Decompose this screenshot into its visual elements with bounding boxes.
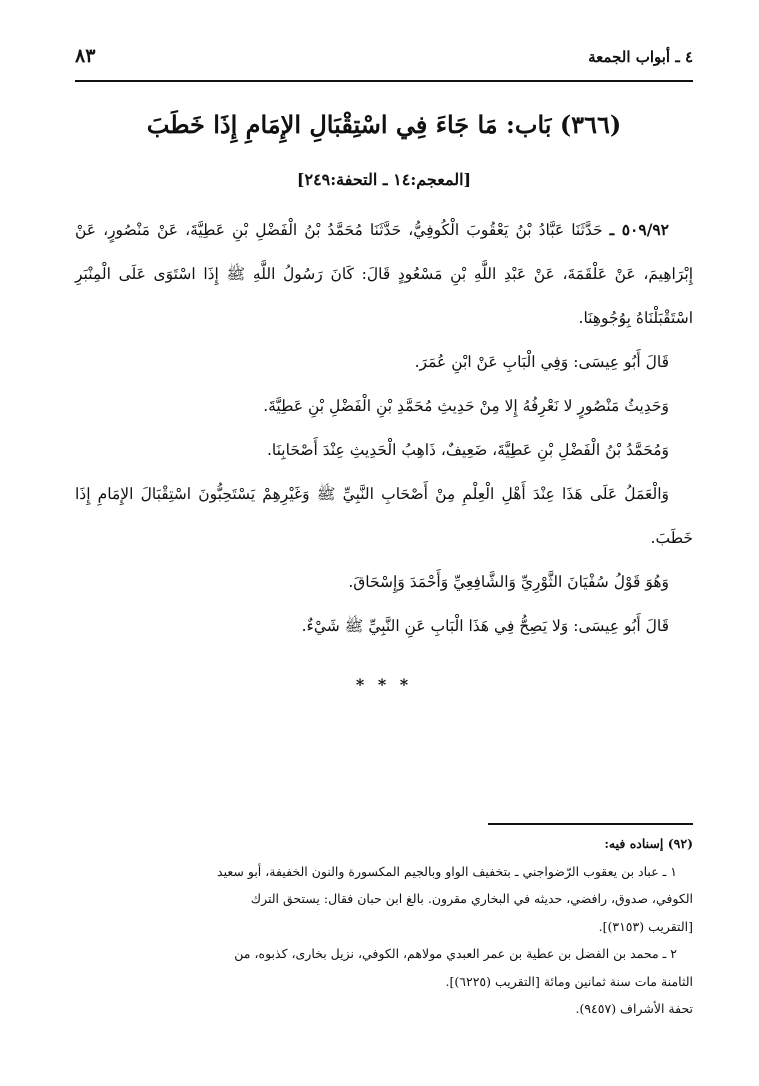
footnote-item-1-line-2: الكوفي، صدوق، رافضي، حديثه في البخاري مقرون. بالغ ابن حبان فقال: يستحق الترك [250, 891, 693, 906]
commentary-paragraph-6: قَالَ أَبُو عِيسَى: وَلا يَصِحُّ فِي هَذَا الْبَابِ عَنِ النَّبِيِّ ﷺ شَيْءٌ. [301, 617, 669, 635]
commentary-paragraph-1: قَالَ أَبُو عِيسَى: وَفِي الْبَابِ عَنْ ابْنِ عُمَرَ. [414, 353, 669, 371]
running-title: ٤ ـ أبواب الجمعة [588, 48, 693, 66]
commentary-paragraph-4: وَالْعَمَلُ عَلَى هَذَا عِنْدَ أَهْلِ الْعِلْمِ مِنْ أَصْحَابِ النَّبِيِّ ﷺ وَغَيْرِهِمْ يَسْتَحِبُّونَ اسْتِقْبَالَ الإِمَامِ إِذَا خَطَبَ. [75, 485, 693, 547]
footnote-item-1-line-3: [التقريب (٣١٥٣)]. [598, 918, 693, 934]
hadith-paragraph [75, 208, 693, 340]
footnote-item-1-line-1: ١ ـ عباد بن يعقوب الرّضواجني ـ بتخفيف الواو وبالجيم المكسورة والنون الخفيفة، أبو سعيد [217, 863, 677, 879]
header-rule [75, 80, 693, 82]
commentary-paragraph-2: وَحَدِيثُ مَنْصُورٍ لا نَعْرِفُهُ إِلا مِنْ حَدِيثِ مُحَمَّدِ بْنِ الْفَضْلِ بْنِ عَطِيَّةَ. [263, 397, 669, 415]
footnote-rule [488, 823, 693, 825]
page-number: ٨٣ [75, 45, 96, 67]
footnotes [75, 830, 693, 1023]
chapter-reference: [المعجم:١٤ ـ التحفة:٢٤٩] [296, 170, 472, 189]
commentary-paragraph-3: وَمُحَمَّدُ بْنُ الْفَضْلِ بْنِ عَطِيَّةَ، ضَعِيفٌ، ذَاهِبُ الْحَدِيثِ عِنْدَ أَصْحَابِنَا. [266, 441, 669, 459]
commentary-paragraph-5: وَهُوَ قَوْلُ سُفْيَانَ الثَّوْرِيِّ وَالشَّافِعِيِّ وَأَحْمَدَ وَإِسْحَاقَ. [348, 573, 669, 591]
chapter-title: (٣٦٦) بَاب: مَا جَاءَ فِي اسْتِقْبَالِ الإِمَامِ إِذَا خَطَبَ [146, 110, 622, 139]
section-separator: * * * [355, 675, 413, 694]
page-header [75, 40, 693, 70]
footnote-item-2-line-2: الثامنة مات سنة ثمانين ومائة [التقريب (٦٢٢٥)]. [445, 973, 693, 989]
footnote-item-2-line-1: ٢ ـ محمد بن الفضل بن عطية بن عمر العبدي مولاهم، الكوفي، نزيل بخارى، كذبوه، من [234, 946, 677, 961]
hadith-number: ٥٠٩/٩٢ ـ [609, 220, 670, 239]
hadith-text: حَدَّثَنَا عَبَّادُ بْنُ يَعْقُوبَ الْكُوفِيُّ، حَدَّثَنَا مُحَمَّدُ بْنُ الْفَضْلِ بْنِ عَطِيَّةَ، عَنْ مَنْصُورٍ، عَنْ إِبْرَاهِيمَ، عَنْ عَلْقَمَةَ، عَنْ عَبْدِ اللَّهِ بْنِ مَسْعُودٍ قَالَ: كَانَ رَسُولُ اللَّهِ ﷺ إِذَا اسْتَوَى عَلَى الْمِنْبَرِ اسْتَقْبَلْنَاهُ بِوُجُوهِنَا. [75, 221, 693, 327]
main-text [75, 208, 693, 648]
footnote-heading: (٩٢) إسناده فيه: [604, 836, 693, 851]
footnote-tuhfa: تحفة الأشراف (٩٤٥٧). [575, 1001, 693, 1016]
